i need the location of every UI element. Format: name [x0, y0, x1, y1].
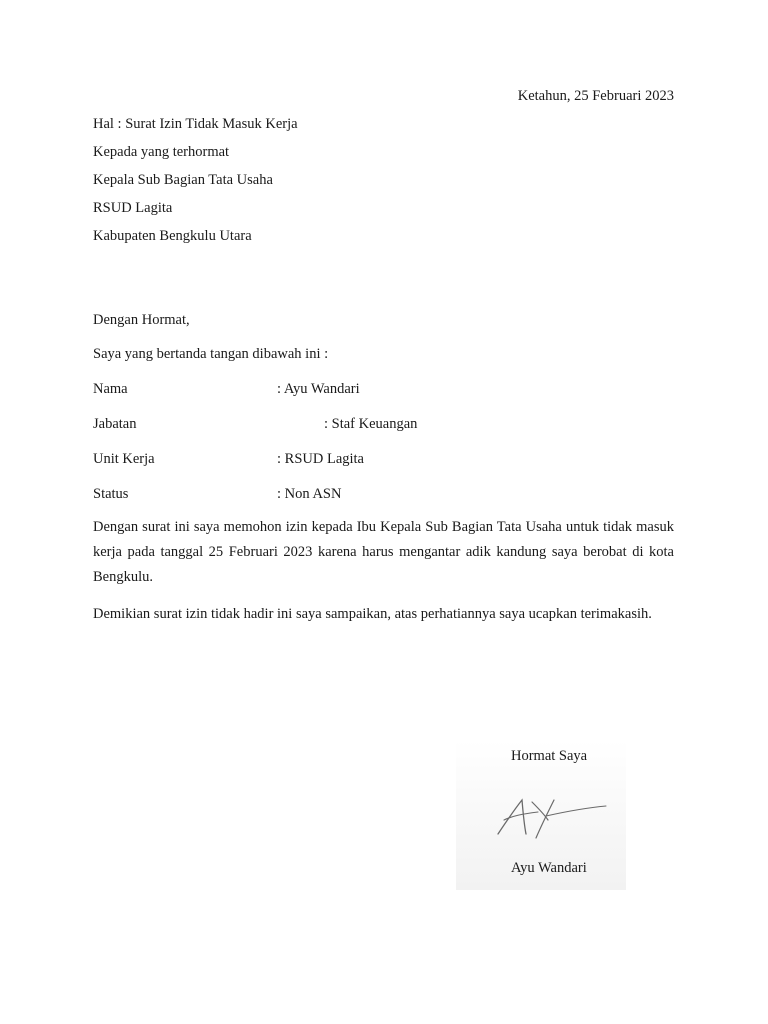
recipient-line: Kepada yang terhormat [93, 144, 230, 160]
recipient-line: RSUD Lagita [93, 200, 173, 216]
body-paragraph: Dengan surat ini saya memohon izin kepada Ibu Kepala Sub Bagian Tata Usaha untuk tidak masuk kerja pada tanggal 25 Februari 2023 karena harus mengantar adik kandung saya berobat di kota Bengkulu. [93, 519, 674, 585]
closing: Hormat Saya [511, 748, 588, 764]
signer-name: Ayu Wandari [511, 860, 587, 876]
letter-subject: Hal : Surat Izin Tidak Masuk Kerja [93, 116, 298, 132]
field-value-nama: : Ayu Wandari [277, 381, 360, 397]
greeting: Dengan Hormat, [93, 312, 190, 328]
body-paragraph: Demikian surat izin tidak hadir ini saya sampaikan, atas perhatiannya saya ucapkan terimakasih. [93, 606, 652, 622]
field-value-status: : Non ASN [277, 486, 342, 502]
field-label-jabatan: Jabatan [93, 416, 137, 432]
recipient-line: Kabupaten Bengkulu Utara [93, 228, 252, 244]
letter-date: Ketahun, 25 Februari 2023 [517, 88, 674, 104]
field-label-unit-kerja: Unit Kerja [93, 451, 155, 467]
intro-line: Saya yang bertanda tangan dibawah ini : [93, 346, 329, 362]
field-label-status: Status [93, 486, 129, 502]
field-value-jabatan: : Staf Keuangan [324, 416, 418, 432]
signature-block [456, 740, 626, 890]
recipient-line: Kepala Sub Bagian Tata Usaha [93, 172, 273, 188]
signature-icon [492, 792, 612, 842]
field-label-nama: Nama [93, 381, 128, 397]
field-value-unit-kerja: : RSUD Lagita [277, 451, 364, 467]
